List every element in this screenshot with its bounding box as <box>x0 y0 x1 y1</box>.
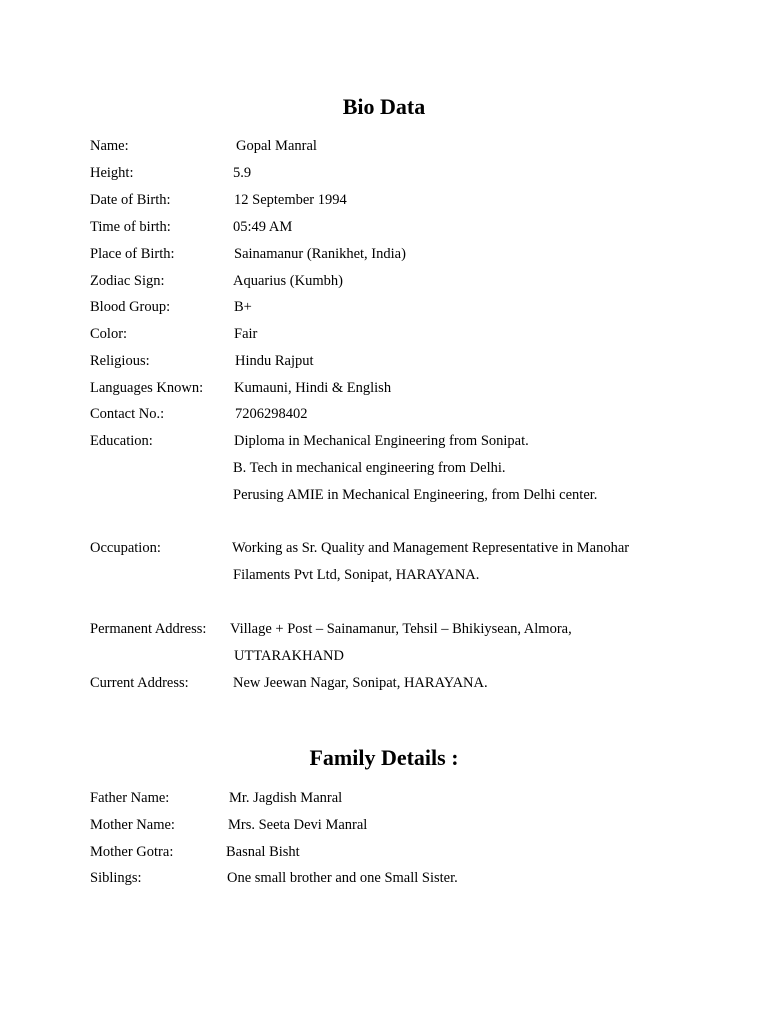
field-label: Contact No.: <box>90 406 165 422</box>
permanent-address-line: UTTARAKHAND <box>234 648 344 664</box>
field-value: New Jeewan Nagar, Sonipat, HARAYANA. <box>233 675 488 691</box>
field-value: One small brother and one Small Sister. <box>227 870 458 886</box>
field-value: Basnal Bisht <box>226 844 300 860</box>
field-row-current-address <box>0 672 768 694</box>
field-label: Siblings: <box>90 870 142 886</box>
field-label: Father Name: <box>90 790 170 806</box>
field-label: Blood Group: <box>90 299 171 315</box>
field-value: 7206298402 <box>235 406 308 422</box>
field-label: Current Address: <box>90 675 189 691</box>
page-title: Bio Data <box>342 94 426 119</box>
field-row-time-of-birth <box>0 216 768 238</box>
field-value: Mr. Jagdish Manral <box>229 790 343 806</box>
education-line: Diploma in Mechanical Engineering from Sonipat. <box>234 433 529 449</box>
field-label: Religious: <box>90 353 150 369</box>
field-value: Hindu Rajput <box>235 353 314 369</box>
section-title-family: Family Details : <box>309 745 459 770</box>
field-row-date-of-birth <box>0 189 768 211</box>
field-row-name <box>0 135 768 157</box>
occupation-line: Filaments Pvt Ltd, Sonipat, HARAYANA. <box>233 567 480 583</box>
field-row-contact-no <box>0 403 768 425</box>
field-value: Sainamanur (Ranikhet, India) <box>234 246 406 262</box>
field-row-religious <box>0 350 768 372</box>
field-value: 5.9 <box>233 165 252 181</box>
field-row-color <box>0 323 768 345</box>
field-row-education-cont <box>0 484 768 506</box>
education-line: Perusing AMIE in Mechanical Engineering, from Delhi center. <box>233 487 598 503</box>
field-row-blood-group <box>0 296 768 318</box>
field-row-occupation-cont <box>0 564 768 586</box>
field-label: Color: <box>90 326 128 342</box>
field-value: Mrs. Seeta Devi Manral <box>228 817 368 833</box>
field-row-siblings <box>0 867 768 889</box>
field-row-mother-gotra <box>0 841 768 863</box>
field-label: Time of birth: <box>90 219 171 235</box>
permanent-address-line: Village + Post – Sainamanur, Tehsil – Bhikiysean, Almora, <box>230 621 572 637</box>
field-label: Education: <box>90 433 153 449</box>
field-row-mother-name <box>0 814 768 836</box>
field-value: Fair <box>234 326 258 342</box>
field-row-permanent-address-cont <box>0 645 768 667</box>
field-row-education-cont <box>0 457 768 479</box>
field-value: Kumauni, Hindi & English <box>234 380 392 396</box>
field-value: Gopal Manral <box>236 138 317 154</box>
field-row-permanent-address <box>0 618 768 640</box>
field-row-father-name <box>0 787 768 809</box>
field-value: Aquarius (Kumbh) <box>233 273 343 289</box>
field-label: Mother Name: <box>90 817 175 833</box>
field-label: Date of Birth: <box>90 192 171 208</box>
field-label: Permanent Address: <box>90 621 207 637</box>
field-label: Occupation: <box>90 540 161 556</box>
field-label: Languages Known: <box>90 380 204 396</box>
field-row-zodiac-sign <box>0 270 768 292</box>
field-row-place-of-birth <box>0 243 768 265</box>
field-value: 12 September 1994 <box>234 192 347 208</box>
field-label: Place of Birth: <box>90 246 175 262</box>
field-label: Zodiac Sign: <box>90 273 165 289</box>
field-row-occupation <box>0 537 768 559</box>
field-row-height <box>0 162 768 184</box>
field-row-education <box>0 430 768 452</box>
occupation-line: Working as Sr. Quality and Management Representative in Manohar <box>232 540 630 556</box>
education-line: B. Tech in mechanical engineering from Delhi. <box>233 460 506 476</box>
field-row-languages-known <box>0 377 768 399</box>
field-label: Height: <box>90 165 134 181</box>
field-value: B+ <box>234 299 252 315</box>
field-value: 05:49 AM <box>233 219 293 235</box>
field-label: Mother Gotra: <box>90 844 174 860</box>
field-label: Name: <box>90 138 129 154</box>
